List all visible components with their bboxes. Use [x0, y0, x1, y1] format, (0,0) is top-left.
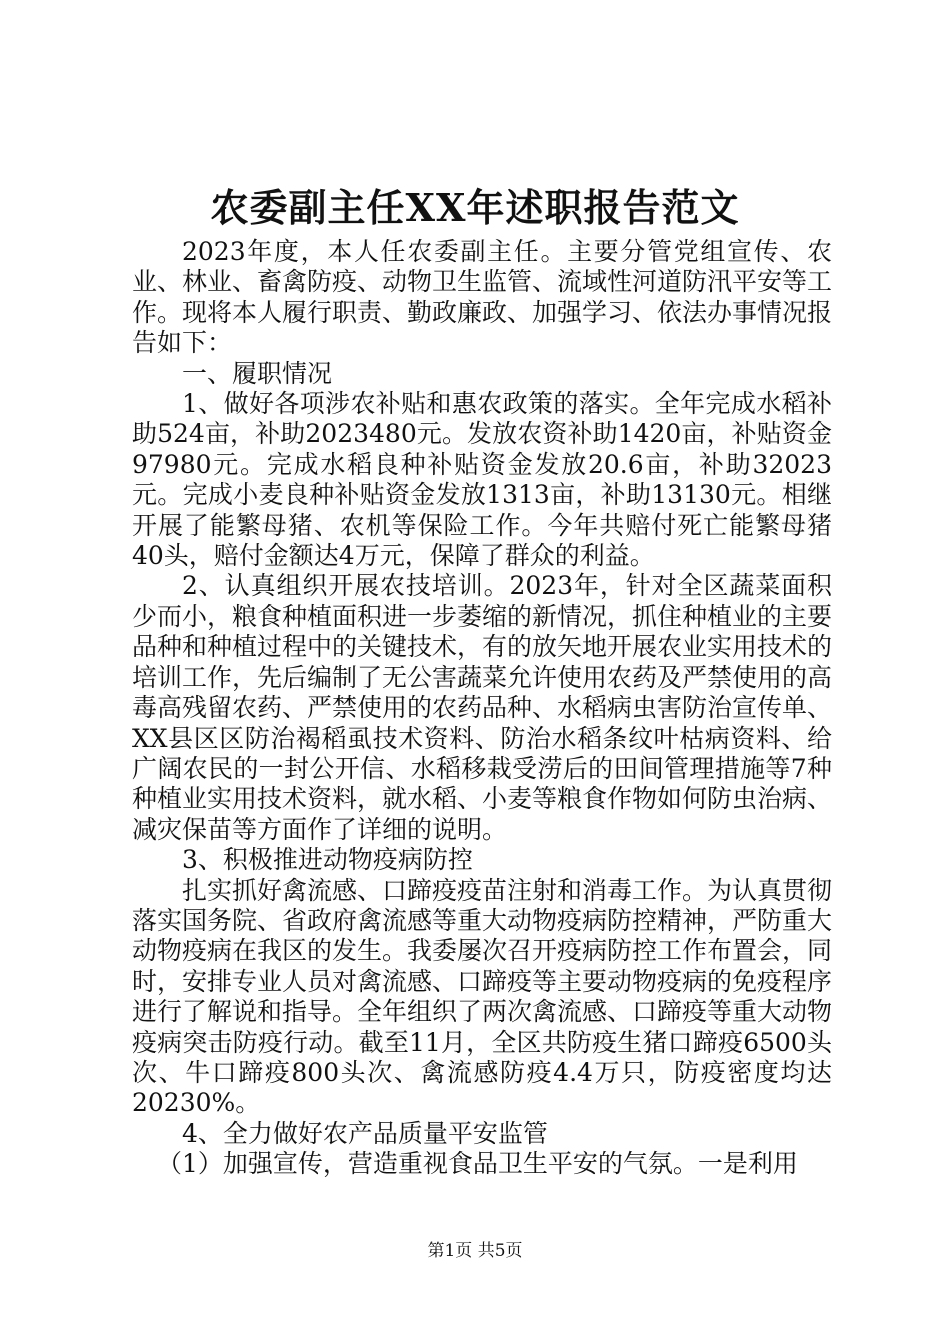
- paragraph: 扎实抓好禽流感、口蹄疫疫苗注射和消毒工作。为认真贯彻落实国务院、省政府禽流感等重大动物疫病防控精神，严防重大动物疫病在我区的发生。我委屡次召开疫病防控工作布置会，同时，安排专业人员对禽流感、口蹄疫等主要动物疫病的免疫程序进行了解说和指导。全年组织了两次禽流感、口蹄疫等重大动物疫病突击防疫行动。截至11月，全区共防疫生猪口蹄疫6500头次、牛口蹄疫800头次、禽流感防疫4.4万只，防疫密度均达20230%。: [132, 875, 833, 1118]
- paragraph: 1、做好各项涉农补贴和惠农政策的落实。全年完成水稻补助524亩，补助2023480元。发放农资补助1420亩，补贴资金97980元。完成水稻良种补贴资金发放20.6亩，补助32023元。完成小麦良种补贴资金发放1313亩，补助13130元。相继开展了能繁母猪、农机等保险工作。今年共赔付死亡能繁母猪40头，赔付金额达4万元，保障了群众的利益。: [132, 389, 832, 571]
- subsection-heading: 4、全力做好农产品质量平安监管: [182, 1118, 548, 1148]
- subsection-heading: 3、积极推进动物疫病防控: [182, 845, 473, 875]
- document-body: [132, 237, 832, 1180]
- document-title: 农委副主任XX年述职报告范文: [210, 185, 740, 230]
- paragraph: 2023年度，本人任农委副主任。主要分管党组宣传、农业、林业、畜禽防疫、动物卫生监管、流域性河道防汛平安等工作。现将本人履行职责、勤政廉政、加强学习、依法办事情况报告如下：: [132, 237, 833, 358]
- paragraph: 2、认真组织开展农技培训。2023年，针对全区蔬菜面积少而小，粮食种植面积进一步萎缩的新情况，抓住种植业的主要品种和种植过程中的关键技术，有的放矢地开展农业实用技术的培训工作，先后编制了无公害蔬菜允许使用农药及严禁使用的高毒高残留农药、严禁使用的农药品种、水稻病虫害防治宣传单、XX县区区防治褐稻虱技术资料、防治水稻条纹叶枯病资料、给广阔农民的一封公开信、水稻移栽受涝后的田间管理措施等7种种植业实用技术资料，就水稻、小麦等粮食作物如何防虫治病、减灾保苗等方面作了详细的说明。: [132, 571, 833, 844]
- paragraph: （1）加强宣传，营造重视食品卫生平安的气氛。一是利用: [157, 1149, 798, 1179]
- page-footer: 第1页 共5页: [427, 1241, 523, 1261]
- section-heading: 一、履职情况: [182, 358, 333, 388]
